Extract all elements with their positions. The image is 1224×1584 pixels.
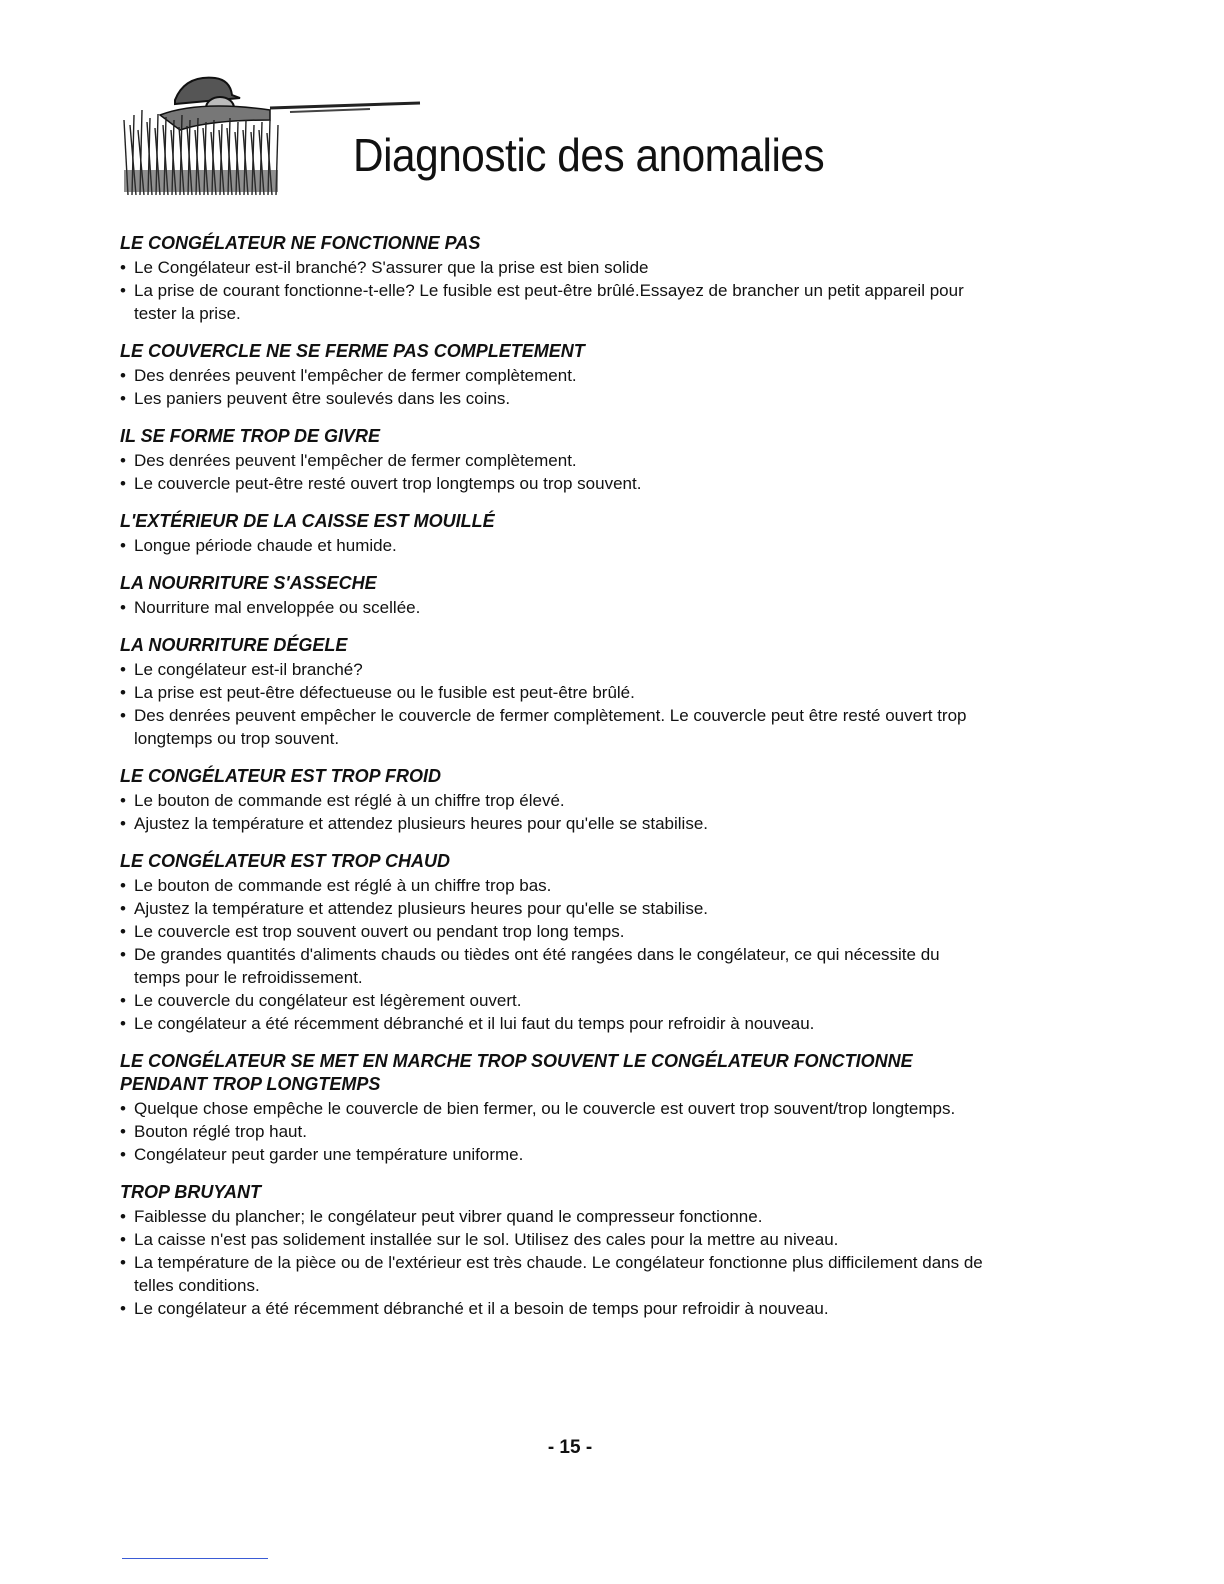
bullet-icon: •: [120, 598, 126, 617]
bullet-icon: •: [120, 474, 126, 493]
list-item: [120, 1228, 990, 1251]
list-item: [120, 596, 990, 619]
list-item: [120, 943, 990, 989]
bullet-icon: •: [120, 389, 126, 408]
bullet-icon: •: [120, 1253, 126, 1272]
list-item-text: Le Congélateur est-il branché? S'assurer que la prise est bien solide: [134, 258, 649, 277]
list-item-text: Quelque chose empêche le couvercle de bien fermer, ou le couvercle est ouvert trop souvent/trop longtemps.: [134, 1099, 956, 1118]
troubleshooting-section: [120, 850, 990, 1035]
bullet-list: [120, 534, 990, 557]
bullet-list: [120, 874, 990, 1035]
bullet-icon: •: [120, 683, 126, 702]
list-item-text: Le couvercle du congélateur est légèrement ouvert.: [134, 991, 522, 1010]
list-item: [120, 279, 990, 325]
page-title: Diagnostic des anomalies: [353, 129, 825, 181]
bullet-list: [120, 789, 990, 835]
troubleshooting-section: [120, 1181, 990, 1320]
bullet-list: [120, 364, 990, 410]
list-item-text: Faiblesse du plancher; le congélateur peut vibrer quand le compresseur fonctionne.: [134, 1207, 763, 1226]
list-item: [120, 256, 990, 279]
section-heading: LA NOURRITURE DÉGELE: [120, 635, 348, 655]
bullet-icon: •: [120, 814, 126, 833]
section-heading: LE COUVERCLE NE SE FERME PAS COMPLETEMENT: [120, 341, 585, 361]
list-item: [120, 1297, 990, 1320]
bullet-icon: •: [120, 1207, 126, 1226]
troubleshooting-section: [120, 634, 990, 750]
list-item-text: Ajustez la température et attendez plusieurs heures pour qu'elle se stabilise.: [134, 814, 709, 833]
list-item-text: Nourriture mal enveloppée ou scellée.: [134, 598, 421, 617]
list-item: [120, 658, 990, 681]
list-item-text: Le congélateur a été récemment débranché et il a besoin de temps pour refroidir à nouveau.: [134, 1299, 829, 1318]
list-item-text: La prise est peut-être défectueuse ou le fusible est peut-être brûlé.: [134, 683, 635, 702]
list-item: [120, 472, 990, 495]
troubleshooting-section: [120, 572, 990, 619]
bullet-icon: •: [120, 258, 126, 277]
list-item-text: Bouton réglé trop haut.: [134, 1122, 307, 1141]
section-heading: LE CONGÉLATEUR NE FONCTIONNE PAS: [120, 233, 481, 253]
list-item: [120, 897, 990, 920]
bullet-list: [120, 449, 990, 495]
list-item: [120, 364, 990, 387]
bullet-list: [120, 658, 990, 750]
troubleshooting-section: [120, 340, 990, 410]
bullet-list: [120, 596, 990, 619]
bullet-icon: •: [120, 791, 126, 810]
section-heading: L'EXTÉRIEUR DE LA CAISSE EST MOUILLÉ: [120, 511, 495, 531]
list-item: [120, 1120, 990, 1143]
list-item-text: Le bouton de commande est réglé à un chiffre trop bas.: [134, 876, 552, 895]
bullet-icon: •: [120, 991, 126, 1010]
bullet-icon: •: [120, 1145, 126, 1164]
list-item: [120, 387, 990, 410]
page-number: - 15 -: [547, 1437, 593, 1458]
list-item-text: Le couvercle est trop souvent ouvert ou pendant trop long temps.: [134, 922, 625, 941]
bullet-icon: •: [120, 660, 126, 679]
list-item-text: Des denrées peuvent l'empêcher de fermer complètement.: [134, 366, 577, 385]
bullet-icon: •: [120, 536, 126, 555]
bullet-icon: •: [120, 1230, 126, 1249]
footer-rule: [122, 1558, 268, 1559]
list-item-text: Les paniers peuvent être soulevés dans les coins.: [134, 389, 511, 408]
list-item: [120, 449, 990, 472]
bullet-icon: •: [120, 451, 126, 470]
page-header: [120, 70, 825, 200]
list-item-text: La prise de courant fonctionne-t-elle? Le fusible est peut-être brûlé.Essayez de brancher un petit appareil pour tester la prise.: [134, 281, 964, 323]
section-heading: LA NOURRITURE S'ASSECHE: [120, 573, 377, 593]
list-item: [120, 1205, 990, 1228]
list-item-text: Ajustez la température et attendez plusieurs heures pour qu'elle se stabilise.: [134, 899, 709, 918]
list-item-text: Le congélateur est-il branché?: [134, 660, 363, 679]
bullet-icon: •: [120, 945, 126, 964]
bullet-list: [120, 1205, 990, 1320]
bullet-icon: •: [120, 1099, 126, 1118]
list-item-text: La température de la pièce ou de l'extérieur est très chaude. Le congélateur fonctionne plus difficilement dans de telles conditions.: [134, 1253, 983, 1295]
list-item: [120, 1097, 990, 1120]
list-item: [120, 681, 990, 704]
bullet-list: [120, 1097, 990, 1166]
troubleshooting-section: [120, 425, 990, 495]
list-item: [120, 920, 990, 943]
list-item: [120, 1143, 990, 1166]
bullet-icon: •: [120, 899, 126, 918]
list-item: [120, 1251, 990, 1297]
bullet-list: [120, 256, 990, 325]
bullet-icon: •: [120, 1014, 126, 1033]
list-item-text: Congélateur peut garder une température uniforme.: [134, 1145, 524, 1164]
bullet-icon: •: [120, 706, 126, 725]
section-heading: TROP BRUYANT: [120, 1182, 261, 1202]
bullet-icon: •: [120, 1299, 126, 1318]
troubleshooting-section: [120, 1050, 990, 1166]
list-item-text: La caisse n'est pas solidement installée sur le sol. Utilisez des cales pour la mettre au niveau.: [134, 1230, 839, 1249]
list-item-text: Longue période chaude et humide.: [134, 536, 397, 555]
bullet-icon: •: [120, 366, 126, 385]
troubleshooting-section: [120, 765, 990, 835]
list-item: [120, 989, 990, 1012]
list-item: [120, 874, 990, 897]
troubleshooting-section: [120, 510, 990, 557]
bullet-icon: •: [120, 922, 126, 941]
list-item-text: Des denrées peuvent l'empêcher de fermer complètement.: [134, 451, 577, 470]
list-item: [120, 812, 990, 835]
troubleshooting-content: [120, 232, 990, 1335]
list-item: [120, 789, 990, 812]
list-item-text: Le couvercle peut-être resté ouvert trop longtemps ou trop souvent.: [134, 474, 642, 493]
list-item-text: Des denrées peuvent empêcher le couvercle de fermer complètement. Le couvercle peut être resté ouvert trop longtemps ou trop souvent.: [134, 706, 967, 748]
list-item: [120, 704, 990, 750]
list-item: [120, 1012, 990, 1035]
bullet-icon: •: [120, 1122, 126, 1141]
section-heading: LE CONGÉLATEUR EST TROP FROID: [120, 766, 442, 786]
troubleshooting-section: [120, 232, 990, 325]
list-item-text: Le bouton de commande est réglé à un chiffre trop élevé.: [134, 791, 565, 810]
bullet-icon: •: [120, 281, 126, 300]
section-heading: IL SE FORME TROP DE GIVRE: [120, 426, 381, 446]
section-heading: LE CONGÉLATEUR EST TROP CHAUD: [120, 851, 451, 871]
list-item-text: Le congélateur a été récemment débranché et il lui faut du temps pour refroidir à nouveau.: [134, 1014, 815, 1033]
list-item: [120, 534, 990, 557]
bullet-icon: •: [120, 876, 126, 895]
section-heading: LE CONGÉLATEUR SE MET EN MARCHE TROP SOUVENT LE CONGÉLATEUR FONCTIONNE PENDANT TROP LONGTEMPS: [120, 1051, 913, 1094]
list-item-text: De grandes quantités d'aliments chauds ou tièdes ont été rangées dans le congélateur, ce qui nécessite du temps pour le refroidissement.: [134, 945, 940, 987]
